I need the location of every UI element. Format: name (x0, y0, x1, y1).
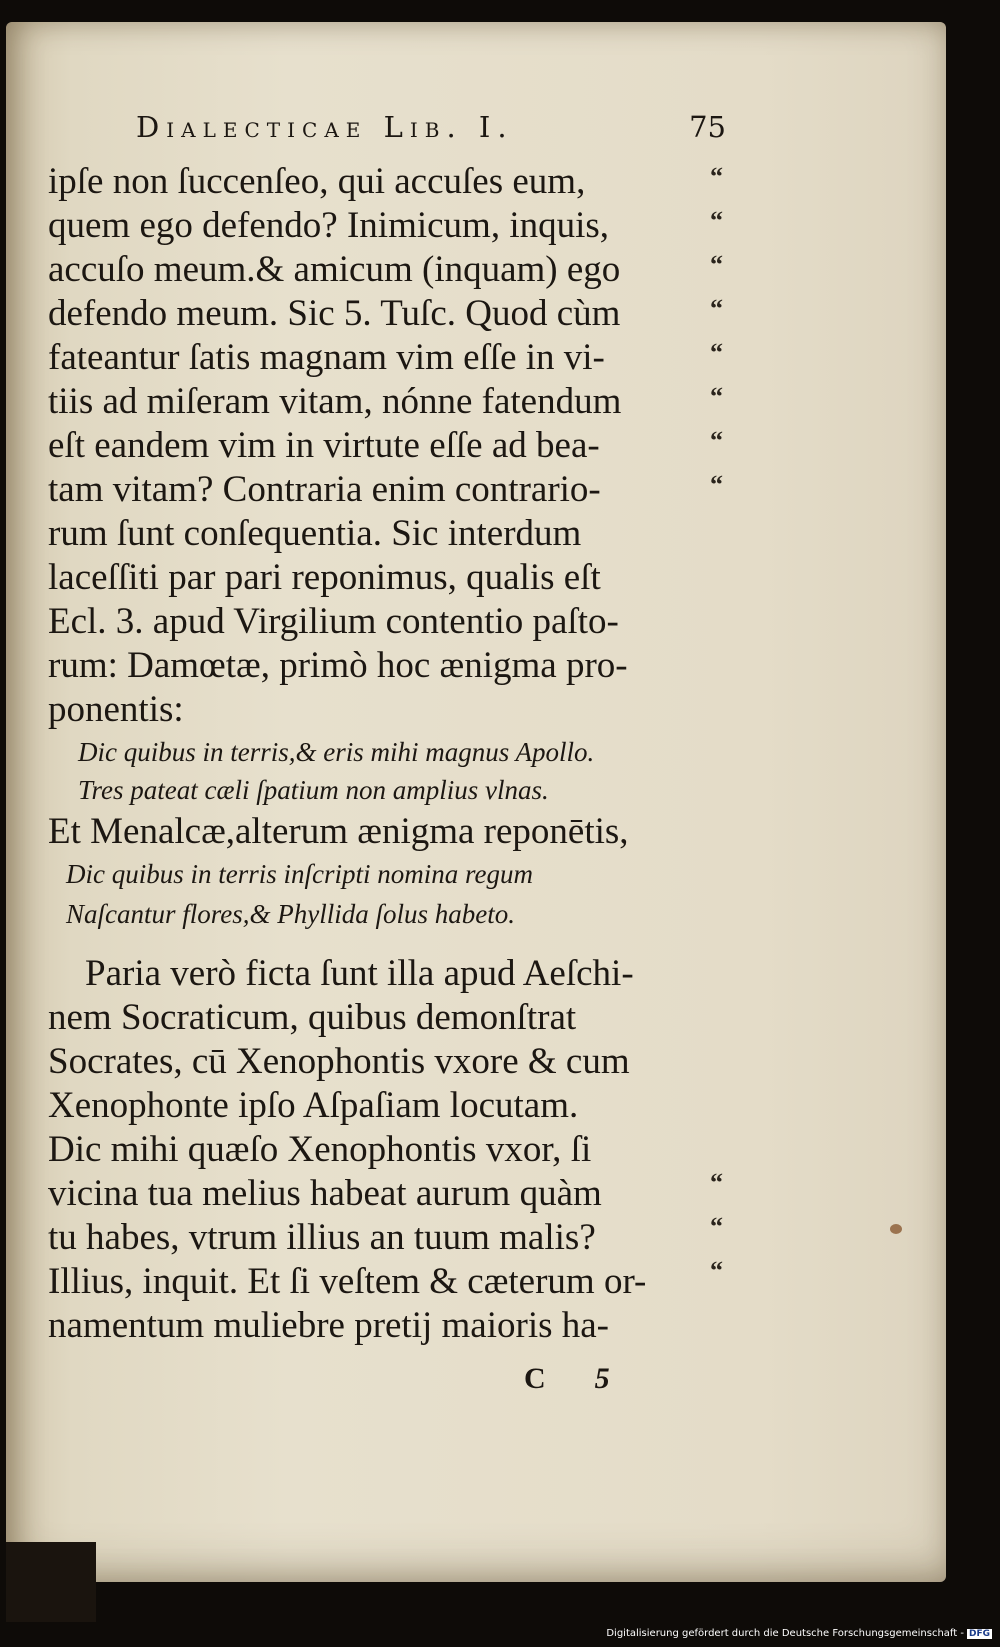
text-line: quem ego defendo? Inimicum, inquis, (48, 205, 610, 246)
verse-line: Naſcantur flores,& Phyllida ſolus habeto. (66, 899, 515, 929)
running-title: Dialecticae Lib. I. (136, 110, 514, 144)
verse-quote-1 (48, 732, 708, 810)
text-line: Dic mihi quæſo Xenophontis vxor, ſi (48, 1129, 592, 1170)
paper-stain (890, 1224, 902, 1234)
text-line: tu habes, vtrum illius an tuum malis? (48, 1217, 596, 1258)
page-text (48, 160, 708, 1348)
digitization-credit (606, 1628, 992, 1639)
book-spine-shadow (6, 1542, 96, 1622)
quote-mark: “ (710, 294, 723, 323)
text-line: rum: Damœtæ, primò hoc ænigma pro- (48, 645, 628, 686)
text-line: ponentis: (48, 689, 184, 730)
quote-mark: “ (710, 338, 723, 367)
dfg-logo: DFG (968, 1629, 990, 1639)
text-line: laceſſiti par pari reponimus, qualis eſt (48, 557, 601, 598)
quote-mark: “ (710, 250, 723, 279)
text-line: Illius, inquit. Et ſi veſtem & cæterum or- (48, 1261, 647, 1302)
text-line: eſt eandem vim in virtute eſſe ad bea- (48, 425, 600, 466)
credit-text: Digitalisierung gefördert durch die Deutsche Forschungsgemeinschaft - (606, 1628, 964, 1639)
catchword: 5 (594, 1362, 610, 1395)
quote-mark: “ (710, 206, 723, 235)
verse-quote-2 (48, 854, 708, 934)
text-line: vicina tua melius habeat aurum quàm (48, 1173, 602, 1214)
text-line: ipſe non ſuccenſeo, qui accuſes eum, (48, 161, 586, 202)
book-page (6, 22, 946, 1582)
text-line: rum ſunt conſequentia. Sic interdum (48, 513, 582, 554)
quote-mark: “ (710, 162, 723, 191)
text-line: accuſo meum.& amicum (inquam) ego (48, 249, 621, 290)
text-line: tiis ad miſeram vitam, nónne fatendum (48, 381, 622, 422)
paragraph-gap (48, 934, 708, 952)
text-line: Paria verò ficta ſunt illa apud Aeſchi- (48, 953, 634, 994)
page-number: 75 (689, 110, 726, 144)
verse-line: Tres pateat cæli ſpatium non amplius vlnas. (78, 775, 549, 805)
text-line: Ecl. 3. apud Virgilium contentio paſto- (48, 601, 619, 642)
text-line: Xenophonte ipſo Aſpaſiam locutam. (48, 1085, 579, 1126)
text-line: nem Socraticum, quibus demonſtrat (48, 997, 577, 1038)
page-footer (524, 1362, 624, 1396)
paragraph-bottom (48, 952, 708, 1348)
quote-mark: “ (710, 1212, 723, 1241)
quote-mark: “ (710, 1256, 723, 1285)
quote-mark: “ (710, 470, 723, 499)
quote-mark: “ (710, 1168, 723, 1197)
text-line: tam vitam? Contraria enim contrario- (48, 469, 601, 510)
text-line: namentum muliebre pretij maioris ha- (48, 1305, 609, 1346)
running-header (136, 110, 726, 150)
text-line: Socrates, cū Xenophontis vxore & cum (48, 1041, 630, 1082)
quote-mark: “ (710, 382, 723, 411)
text-line: Et Menalcæ,alterum ænigma reponētis, (48, 811, 629, 852)
paragraph-top (48, 160, 708, 732)
text-line: defendo meum. Sic 5. Tuſc. Quod cùm (48, 293, 621, 334)
verse-line: Dic quibus in terris inſcripti nomina regum (66, 859, 533, 889)
quote-mark: “ (710, 426, 723, 455)
text-line: fateantur ſatis magnam vim eſſe in vi- (48, 337, 605, 378)
verse-line: Dic quibus in terris,& eris mihi magnus Apollo. (78, 737, 595, 767)
signature-mark: C (524, 1362, 546, 1395)
